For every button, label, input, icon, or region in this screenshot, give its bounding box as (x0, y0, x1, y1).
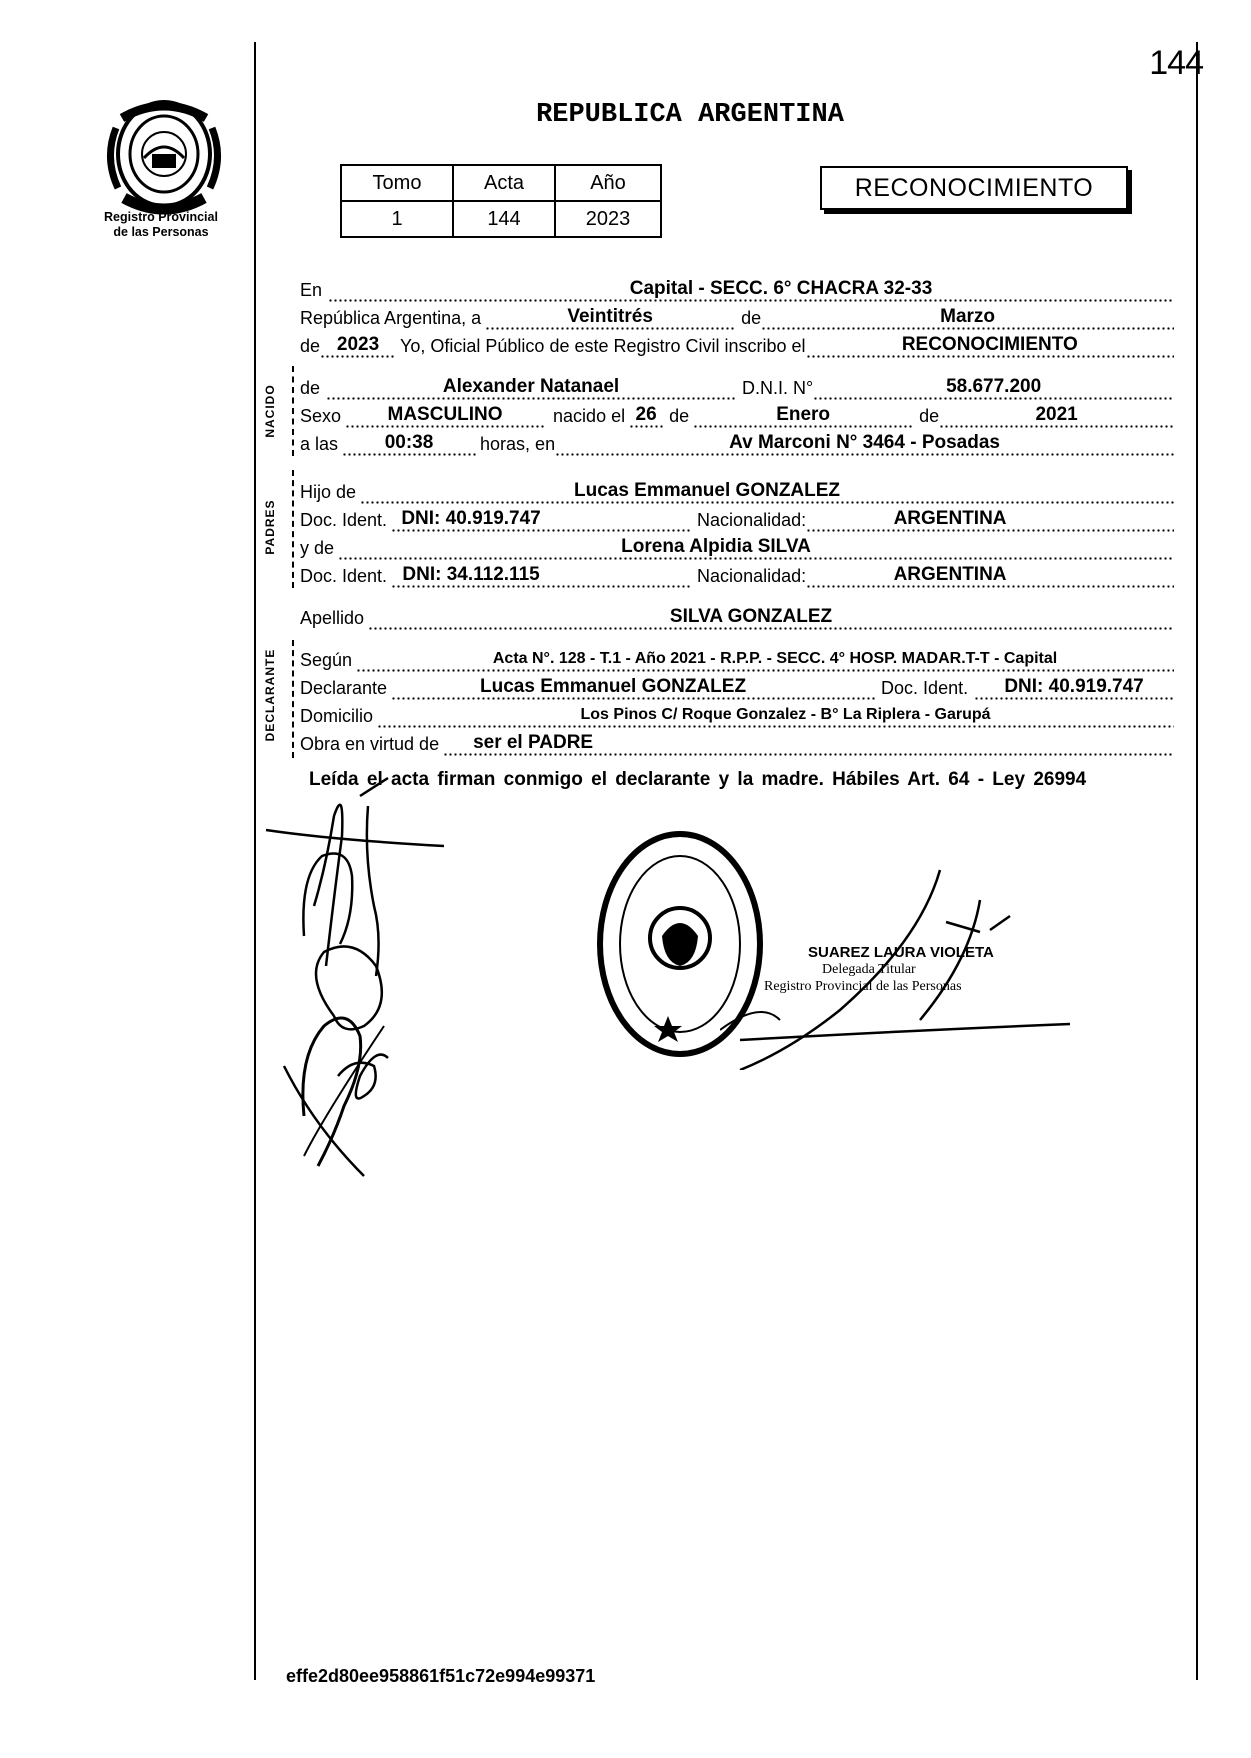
padres-section-label: PADRES (263, 499, 277, 555)
en-value: Capital - SECC. 6° CHACRA 32-33 (629, 278, 933, 299)
segun-value: Acta N°. 128 - T.1 - Año 2021 - R.P.P. - SECC. 4° HOSP. MADAR.T-T - Capital (492, 650, 1058, 667)
father-doc-label: Doc. Ident. (300, 510, 388, 530)
mother-doc: DNI: 34.112.115 (402, 564, 540, 585)
row-fecha (300, 304, 1174, 330)
row-madre (300, 534, 1174, 560)
anio-header: Año (555, 165, 661, 201)
domicilio-value: Los Pinos C/ Roque Gonzalez - B° La Riplera - Garupá (580, 706, 991, 723)
sexo-value: MASCULINO (387, 404, 503, 425)
child-dni: 58.677.200 (946, 376, 1042, 397)
document-title: REPUBLICA ARGENTINA (536, 100, 844, 130)
declarante-section-label: DECLARANTE (263, 648, 277, 742)
row-obra (300, 730, 1174, 756)
document-hash: effe2d80ee958861f51c72e994e99371 (286, 1666, 596, 1686)
official-role: Delegada Titular (822, 962, 916, 977)
document-type-box: RECONOCIMIENTO (820, 166, 1128, 210)
row-domicilio (300, 702, 1174, 728)
nombre-de-label: de (300, 378, 321, 398)
row-sexo (300, 402, 1174, 428)
apellido-value: SILVA GONZALEZ (669, 606, 833, 627)
anio-value: 2023 (555, 201, 661, 237)
row-apellido (300, 604, 1174, 630)
birth-year: 2021 (1035, 404, 1078, 425)
declarante-name: Lucas Emmanuel GONZALEZ (480, 676, 747, 697)
de-label: de (741, 308, 762, 328)
obra-label: Obra en virtud de (300, 734, 440, 754)
official-stamp-text (764, 944, 994, 995)
a-las-label: a las (300, 434, 339, 454)
birth-month: Enero (776, 404, 831, 425)
declarante-bracket (292, 640, 296, 758)
acta-value: 144 (453, 201, 555, 237)
birth-de-label: de (669, 406, 690, 426)
declarante-doc: DNI: 40.919.747 (1004, 676, 1144, 697)
sexo-label: Sexo (300, 406, 342, 426)
logo-caption-line-1: Registro Provincial (104, 210, 218, 224)
official-org: Registro Provincial de las Personas (764, 979, 962, 994)
closing-statement: Leída el acta firman conmigo el declarante y la madre. Hábiles Art. 64 - Ley 26994 (309, 769, 1087, 790)
padres-bracket (292, 470, 296, 588)
row-declarante (300, 674, 1174, 700)
row-madre-doc (300, 562, 1174, 588)
declarante-label: Declarante (300, 678, 388, 698)
birth-time: 00:38 (384, 432, 434, 453)
row-hora (300, 430, 1174, 456)
acta-header: Acta (453, 165, 555, 201)
child-name: Alexander Natanael (442, 376, 620, 397)
hijo-de-label: Hijo de (300, 482, 357, 502)
y-de-label: y de (300, 538, 335, 558)
segun-label: Según (300, 650, 353, 670)
father-name: Lucas Emmanuel GONZALEZ (573, 480, 841, 501)
dni-label: D.N.I. N° (742, 378, 814, 398)
row-padre-doc (300, 506, 1174, 532)
left-margin-line (254, 42, 256, 1680)
logo-caption-line-2: de las Personas (113, 225, 209, 239)
birth-place: Av Marconi N° 3464 - Posadas (729, 432, 1000, 453)
declarante-signature (264, 776, 444, 1186)
row-inscribe (300, 332, 1174, 358)
republica-label: República Argentina, a (300, 308, 482, 328)
official-name: SUAREZ LAURA VIOLETA (808, 944, 994, 961)
nacido-el-label: nacido el (553, 406, 626, 426)
father-nat-label: Nacionalidad: (697, 510, 807, 530)
declarante-doc-label: Doc. Ident. (881, 678, 969, 698)
mother-name: Lorena Alpidia SILVA (621, 536, 811, 557)
nacido-section-label: NACIDO (263, 384, 277, 438)
page-number: 144 (1149, 44, 1203, 82)
father-nationality: ARGENTINA (893, 508, 1007, 529)
mother-nationality: ARGENTINA (893, 564, 1007, 585)
father-doc: DNI: 40.919.747 (401, 508, 541, 529)
row-en (300, 276, 1174, 302)
en-label: En (300, 280, 323, 300)
obra-value: ser el PADRE (473, 732, 594, 753)
apellido-label: Apellido (300, 608, 365, 628)
year-prefix-label: de (300, 336, 321, 356)
domicilio-label: Domicilio (300, 706, 374, 726)
tomo-value: 1 (341, 201, 453, 237)
mother-doc-label: Doc. Ident. (300, 566, 388, 586)
record-table (340, 164, 662, 238)
birth-day: 26 (635, 404, 657, 425)
oficial-label: Yo, Oficial Público de este Registro Civil inscribo el (400, 336, 806, 356)
logo-caption (86, 210, 236, 240)
birth-de-label-2: de (919, 406, 940, 426)
day-value: Veintitrés (567, 306, 653, 327)
mother-nat-label: Nacionalidad: (697, 566, 807, 586)
right-margin-line (1196, 42, 1198, 1680)
row-padre (300, 478, 1174, 504)
year-value: 2023 (336, 334, 380, 355)
inscribe-value: RECONOCIMIENTO (901, 334, 1078, 355)
row-segun (300, 646, 1174, 672)
horas-label: horas, en (480, 434, 556, 454)
tomo-header: Tomo (341, 165, 453, 201)
row-nombre (300, 374, 1174, 400)
month-value: Marzo (940, 306, 996, 327)
nacido-bracket (292, 366, 296, 456)
